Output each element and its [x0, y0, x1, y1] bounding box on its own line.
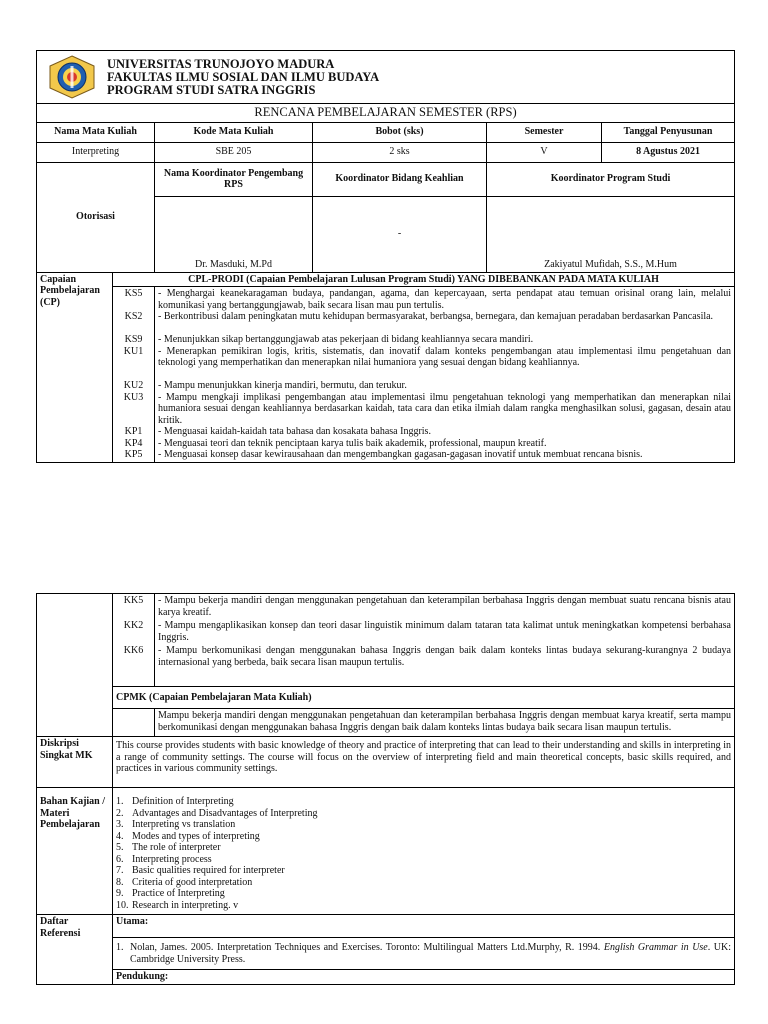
page-two: [36, 593, 734, 985]
deskripsi-text: This course provides students with basic knowledge of theory and practice of interpreting that can lead to their understanding and skills in interpreting in a range of community settings. The course will focus on the overview of interpreting field and main theoretical concepts, basic skills required, and practices in various community settings.: [113, 737, 735, 788]
document-title: RENCANA PEMBELAJARAN SEMESTER (RPS): [37, 104, 735, 123]
cp-label: Capaian Pembelajaran (CP): [37, 272, 113, 462]
cp-code: KS5: [124, 288, 143, 299]
list-item: 6. Interpreting process: [116, 853, 212, 865]
faculty-name: FAKULTAS ILMU SOSIAL DAN ILMU BUDAYA: [107, 69, 380, 84]
course-date: 8 Agustus 2021: [602, 142, 735, 162]
cp-code: KU1: [123, 345, 144, 357]
cp-desc: - Menguasai kaidah-kaidah tata bahasa dan kosakata bahasa Inggris.: [158, 426, 431, 437]
otorisasi-col2-header: Koordinator Bidang Keahlian: [313, 162, 487, 196]
page-one: [36, 50, 734, 463]
col-header-semester: Semester: [487, 122, 602, 142]
bahan-label: Bahan Kajian / Materi Pembelajaran: [37, 788, 113, 915]
university-name: UNIVERSITAS TRUNOJOYO MADURA: [107, 56, 335, 71]
list-item: 9. Practice of Interpreting: [116, 888, 225, 899]
cp-desc: - Menguasai konsep dasar kewirausahaan dan mengembangkan gagasan-gagasan inovatif untuk membuat rencana bisnis.: [158, 449, 643, 460]
cp-code: KS2: [124, 311, 143, 322]
cpmk-spacer: [113, 709, 155, 737]
col-header-nama: Nama Mata Kuliah: [37, 122, 155, 142]
university-header: [37, 51, 735, 104]
list-item: 8. Criteria of good interpretation: [116, 876, 253, 888]
deskripsi-label: Diskripsi Singkat MK: [37, 737, 113, 788]
col-header-tanggal: Tanggal Penyusunan: [602, 122, 735, 142]
cp-code: KP5: [124, 449, 143, 460]
cp2-desc: - Mampu mengaplikasikan konsep dan teori dasar linguistik minimum dalam tataran tata kalimat untuk meningkatkan kompetensi berbahasa Inggris.: [158, 620, 731, 643]
course-semester: V: [487, 142, 602, 162]
cp2-code: KK6: [123, 645, 144, 656]
cp-desc: - Menguasai teori dan teknik penciptaan karya tulis baik akademik, professional, maupun kreatif.: [158, 437, 547, 449]
rps-header-table: [36, 50, 735, 463]
rps-detail-table: [36, 593, 735, 985]
cp-code: KP4: [124, 437, 143, 449]
cp-desc: - Mampu menunjukkan kinerja mandiri, bermutu, dan terukur.: [158, 380, 407, 391]
university-logo: [37, 54, 107, 100]
otorisasi-col3-header: Koordinator Program Studi: [487, 162, 735, 196]
cp-codes: [113, 287, 155, 463]
bahan-list: [113, 788, 735, 915]
course-name: Interpreting: [37, 142, 155, 162]
col-header-kode: Kode Mata Kuliah: [155, 122, 313, 142]
referensi-item: 1. Nolan, James. 2005. Interpretation Techniques and Exercises. Toronto: Multilingual Matters Ltd.Murphy, R. 1994. English Grammar in Use. UK: Cambridge University Press.: [113, 938, 735, 970]
cp-desc: - Berkontribusi dalam peningkatan mutu kehidupan bermasyarakat, berbangsa, bernegara, dan kemajuan peradaban berdasarkan Pancasila.: [158, 311, 714, 322]
otorisasi-col3-name: Zakiyatul Mufidah, S.S., M.Hum: [487, 196, 735, 272]
list-item: 10. Research in interpreting. v: [116, 899, 239, 911]
list-item: 3. Interpreting vs translation: [116, 819, 236, 830]
program-name: PROGRAM STUDI SATRA INGGRIS: [107, 82, 316, 97]
cpmk-title: CPMK (Capaian Pembelajaran Mata Kuliah): [113, 687, 735, 709]
cp-desc: - Mampu mengkaji implikasi pengembangan atau implementasi ilmu pengetahuan teknologi yang memperhatikan dan menerapkan nilai humaniora sesuai dengan keahliannya berdasarkan kaidah, tata cara dan etika ilmiah dalam rangka menghasilkan solusi, gagasan, desain atau kritik.: [158, 391, 732, 426]
list-item: 7. Basic qualities required for interpreter: [116, 865, 285, 876]
referensi-pendukung-label: Pendukung:: [113, 970, 735, 985]
cp-descriptions: [155, 287, 735, 463]
cp2-code: KK5: [123, 595, 144, 606]
otorisasi-col2-name: -: [313, 196, 487, 272]
cp2-desc: - Mampu bekerja mandiri dengan menggunakan pengetahuan dan keterampilan berbahasa Inggris dengan membuat suatu rencana bisnis atau karya kreatif.: [158, 595, 731, 618]
col-header-bobot: Bobot (sks): [313, 122, 487, 142]
otorisasi-col1-header: Nama Koordinator Pengembang RPS: [155, 162, 313, 196]
cp2-desc: - Mampu berkomunikasi dengan menggunakan bahasa Inggris dengan baik dalam konteks lintas budaya sekurang-kurangnya 2 budaya internasional yang berbeda, baik secara lisan maupun tertulis.: [158, 645, 731, 668]
cp-desc: - Menghargai keanekaragaman budaya, pandangan, agama, dan kepercayaan, serta pendapat atau temuan orisinal orang lain, melalui komunikasi yang bertanggungjawab, baik secara lisan mau pun tertulis.: [158, 288, 732, 311]
referensi-utama-label: Utama:: [113, 915, 735, 938]
cp-code: KU3: [123, 391, 144, 403]
referensi-label: Daftar Referensi: [37, 915, 113, 985]
list-item: 5. The role of interpreter: [116, 842, 221, 853]
cp2-descriptions: [155, 594, 735, 687]
cp-code: KP1: [124, 426, 143, 437]
cp-continued-label: [37, 594, 113, 737]
cp2-code: KK2: [123, 620, 144, 631]
list-item: 2. Advantages and Disadvantages of Interpreting: [116, 807, 318, 819]
cp-code: KS9: [124, 334, 143, 345]
cp-desc: - Menerapkan pemikiran logis, kritis, sistematis, dan inovatif dalam konteks pengembangan atau implementasi ilmu pengetahuan dan teknologi yang memperhatikan dan menerapkan nilai humaniora yang sesuai dengan bidang keahliannya.: [158, 345, 732, 368]
cp-code: KU2: [123, 380, 144, 391]
cpl-prodi-title: CPL-PRODI (Capaian Pembelajaran Lulusan Program Studi) YANG DIBEBANKAN PADA MATA KULIAH: [113, 272, 735, 287]
list-item: 1. Definition of Interpreting: [116, 796, 234, 807]
cpmk-text: Mampu bekerja mandiri dengan menggunakan pengetahuan dan keterampilan berbahasa Inggris dengan membuat karya kreatif, serta mampu berkomunikasi dengan menggunakan bahasa Inggris dengan baik dalam konteks lintas budaya baik secara lisan maupun tertulis.: [155, 709, 735, 737]
cp2-codes: [113, 594, 155, 687]
otorisasi-col1-name: Dr. Masduki, M.Pd: [155, 196, 313, 272]
list-item: 4. Modes and types of interpreting: [116, 830, 260, 842]
course-credits: 2 sks: [313, 142, 487, 162]
course-code: SBE 205: [155, 142, 313, 162]
cp-desc: - Menunjukkan sikap bertanggungjawab atas pekerjaan di bidang keahliannya secara mandiri.: [158, 334, 534, 345]
otorisasi-label: Otorisasi: [37, 162, 155, 272]
